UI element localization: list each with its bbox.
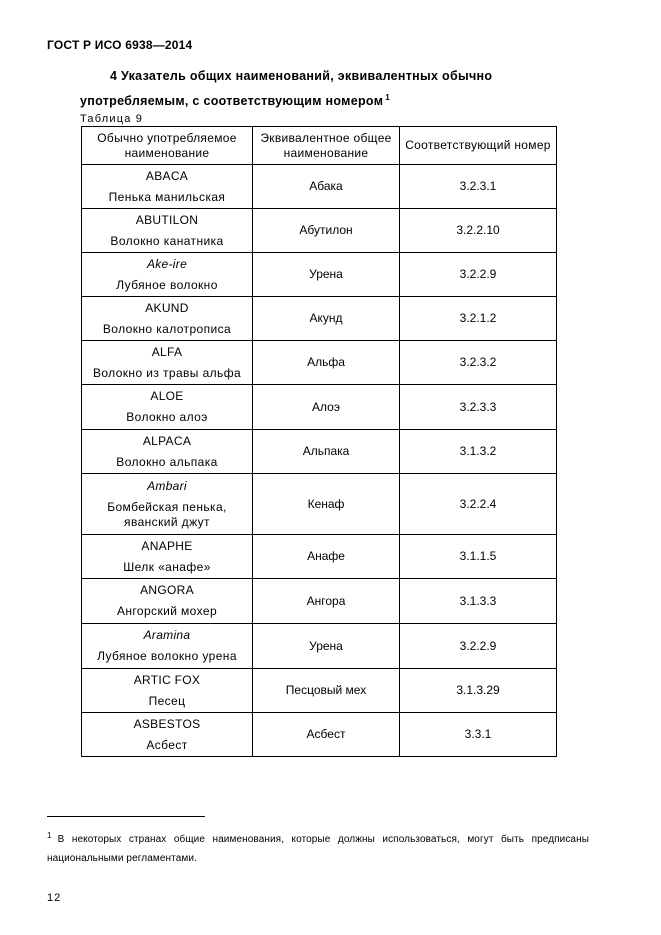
cell-number: 3.2.3.3 [400, 385, 557, 430]
cell-common-name [82, 535, 253, 579]
english-name: ARTIC FOX [133, 672, 201, 687]
english-name: ANAPHE [141, 538, 193, 553]
cell-generic-name: Урена [253, 624, 400, 669]
english-name: ALPACA [142, 433, 192, 448]
russian-name: Пенька манильская [108, 189, 226, 204]
english-name: Ake-ire [146, 256, 188, 271]
russian-name: Бомбейская пенька, яванский джут [107, 499, 227, 529]
russian-name: Асбест [146, 737, 188, 752]
english-name: Ambari [147, 478, 187, 493]
cell-common-name [82, 297, 253, 341]
cell-number: 3.1.3.2 [400, 430, 557, 474]
cell-generic-name: Песцовый мех [253, 669, 400, 713]
table-row [82, 297, 557, 341]
cell-common-name [82, 713, 253, 757]
russian-name: Шелк «анафе» [123, 559, 211, 574]
footnote-text: В некоторых странах общие наименования, которые должны использоваться, могут быть предписаны национальными регламентами. [47, 834, 589, 864]
english-name: ABUTILON [135, 212, 199, 227]
cell-generic-name: Ангора [253, 579, 400, 624]
cell-generic-name: Альфа [253, 341, 400, 385]
cell-common-name [82, 209, 253, 253]
cell-common-name [82, 474, 253, 535]
cell-generic-name: Асбест [253, 713, 400, 757]
english-name: ASBESTOS [133, 716, 201, 731]
russian-name: Волокно из травы альфа [92, 365, 242, 380]
cell-common-name [82, 385, 253, 430]
cell-generic-name: Алоэ [253, 385, 400, 430]
cell-number: 3.2.3.1 [400, 165, 557, 209]
russian-name: Волокно алоэ [126, 410, 208, 424]
cell-common-name [82, 579, 253, 624]
table-caption: Таблица 9 [80, 113, 144, 125]
cell-number: 3.2.3.2 [400, 341, 557, 385]
header-generic-name: Эквивалентное общее наименование [253, 127, 400, 165]
fiber-names-table [81, 126, 557, 757]
table-row [82, 385, 557, 430]
cell-number: 3.3.1 [400, 713, 557, 757]
table-row [82, 535, 557, 579]
russian-name: Волокно калотрописа [102, 321, 232, 336]
russian-name: Песец [148, 693, 186, 708]
table-row [82, 624, 557, 669]
cell-number: 3.1.3.3 [400, 579, 557, 624]
cell-number: 3.2.1.2 [400, 297, 557, 341]
table-row [82, 713, 557, 757]
footnote-mark: 1 [47, 831, 52, 840]
cell-generic-name: Альпака [253, 430, 400, 474]
section-title-line-1: 4 Указатель общих наименований, эквивалентных обычно [110, 69, 493, 83]
english-name: Aramina [143, 628, 191, 642]
cell-common-name [82, 165, 253, 209]
table-row [82, 253, 557, 297]
russian-name: Лубяное волокно [116, 277, 218, 292]
cell-common-name [82, 341, 253, 385]
cell-number: 3.1.1.5 [400, 535, 557, 579]
cell-generic-name: Анафе [253, 535, 400, 579]
cell-number: 3.2.2.9 [400, 624, 557, 669]
table-row [82, 579, 557, 624]
cell-number: 3.2.2.10 [400, 209, 557, 253]
header-number: Соответствующий номер [400, 127, 557, 165]
table-row [82, 669, 557, 713]
russian-name: Ангорский мохер [116, 604, 218, 618]
table-row [82, 165, 557, 209]
english-name: ANGORA [140, 583, 194, 597]
cell-generic-name: Абака [253, 165, 400, 209]
section-title-text: употребляемым, с соответствующим номером [80, 94, 384, 108]
cell-common-name [82, 669, 253, 713]
cell-common-name [82, 624, 253, 669]
english-name: ALOE [150, 389, 184, 403]
english-name: ABACA [145, 168, 189, 183]
cell-number: 3.2.2.9 [400, 253, 557, 297]
cell-generic-name: Кенаф [253, 474, 400, 535]
table-header-row [82, 127, 557, 165]
russian-name: Волокно канатника [110, 233, 224, 248]
header-common-name: Обычно употребляемое наименование [82, 127, 253, 165]
table-row [82, 474, 557, 535]
cell-common-name [82, 430, 253, 474]
cell-generic-name: Абутилон [253, 209, 400, 253]
cell-generic-name: Акунд [253, 297, 400, 341]
russian-name: Лубяное волокно урена [97, 649, 237, 663]
russian-name: Волокно альпака [116, 454, 218, 469]
english-name: ALFA [151, 344, 183, 359]
footnote-separator [47, 816, 205, 817]
cell-common-name [82, 253, 253, 297]
table-body [82, 165, 557, 757]
cell-generic-name: Урена [253, 253, 400, 297]
table-row [82, 430, 557, 474]
cell-number: 3.2.2.4 [400, 474, 557, 535]
english-name: AKUND [145, 300, 189, 315]
table-row [82, 341, 557, 385]
footnote [47, 826, 589, 868]
page-number: 12 [47, 892, 62, 904]
document-header: ГОСТ Р ИСО 6938—2014 [47, 38, 193, 52]
section-title-line-2 [80, 93, 390, 108]
table-row [82, 209, 557, 253]
footnote-reference: 1 [385, 93, 390, 102]
cell-number: 3.1.3.29 [400, 669, 557, 713]
